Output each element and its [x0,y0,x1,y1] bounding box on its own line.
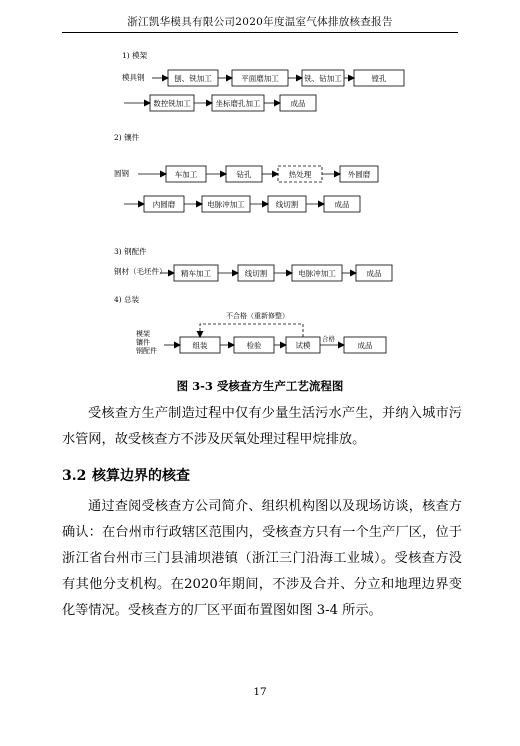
section-1-label: 1) 模架 [122,51,148,60]
process-box-3-4-label: 成品 [366,268,382,278]
section-heading [62,465,190,485]
process-box-2b-1-label: 内圆磨 [152,199,176,209]
process-box-1b-2-label: 坐标磨孔加工 [215,98,261,108]
process-box-4-4-label: 成品 [357,340,373,350]
figure-caption: 图 3-3 受核查方生产工艺流程图 [176,379,344,393]
assembly-input-3: 钢配件 [136,347,157,355]
process-box-3-2-label: 线切割 [244,268,268,278]
process-box-1-4-label: 镗孔 [371,73,387,83]
process-box-1-3-label: 铣、钻加工 [304,73,342,83]
section-1-input: 模具钢 [122,73,145,82]
section-3-label: 3) 钢配件 [114,247,147,256]
paragraph-wastewater: 受核查方生产制造过程中仅有少量生活污水产生，并纳入城市污水管网，故受核查方不涉及厌氧处理过程甲烷排放。 [62,406,462,447]
header-divider [62,32,458,33]
page-number: 17 [253,686,267,698]
process-flow-diagram [0,40,520,375]
section-2-input: 圆钢 [114,169,129,178]
pass-label: 合格 [322,335,335,343]
section-4-label: 4) 总装 [114,295,140,304]
rework-loop-arrow [200,324,303,337]
paragraph-boundary: 通过查阅受核查方公司简介、组织机构图以及现场访谈，核查方确认：在台州市行政辖区范围内，受核查方只有一个生产厂区，位于浙江省台州市三门县浦坝港镇（浙江三门沿海工业城）。受核查方没有其他分支机构。在2020年期间，不涉及合并、分立和地理边界变化等情况。受核查方的厂区平面布置图如图 3-4 所示。 [62,499,462,618]
process-box-2b-3-label: 线切割 [275,199,299,209]
rework-label: 不合格（重新修整） [226,312,289,320]
section-3-input: 钢材（毛坯件） [114,267,167,276]
section-number: 3.2 [62,468,87,484]
section-title: 核算边界的核查 [92,468,190,484]
process-box-3-3-label: 电脉冲加工 [298,268,336,278]
process-box-2-3-label: 热处理 [288,169,312,179]
process-box-1-2-label: 平面磨加工 [241,73,279,83]
process-box-2-2-label: 钻孔 [236,169,252,179]
process-box-2-4-label: 外圆磨 [347,169,371,179]
process-box-4-2-label: 检验 [246,340,262,350]
process-box-4-3-label: 试模 [295,340,311,350]
process-box-2b-2-label: 电脉冲加工 [207,199,245,209]
section-2-label: 2) 镶件 [114,133,140,142]
process-box-1b-1-label: 数控铣加工 [153,98,191,108]
process-box-2-1-label: 车加工 [174,169,198,179]
process-box-1-1-label: 刨、铣加工 [174,73,212,83]
process-box-3-1-label: 精车加工 [181,268,211,278]
assembly-input-1: 模架 [136,330,150,338]
page-header-title: 浙江凯华模具有限公司2020年度温室气体排放核查报告 [127,16,393,28]
assembly-input-2: 镶件 [136,338,150,347]
process-box-4-1-label: 组装 [192,340,208,350]
process-box-1b-3-label: 成品 [290,98,306,108]
process-box-2b-4-label: 成品 [334,199,350,209]
